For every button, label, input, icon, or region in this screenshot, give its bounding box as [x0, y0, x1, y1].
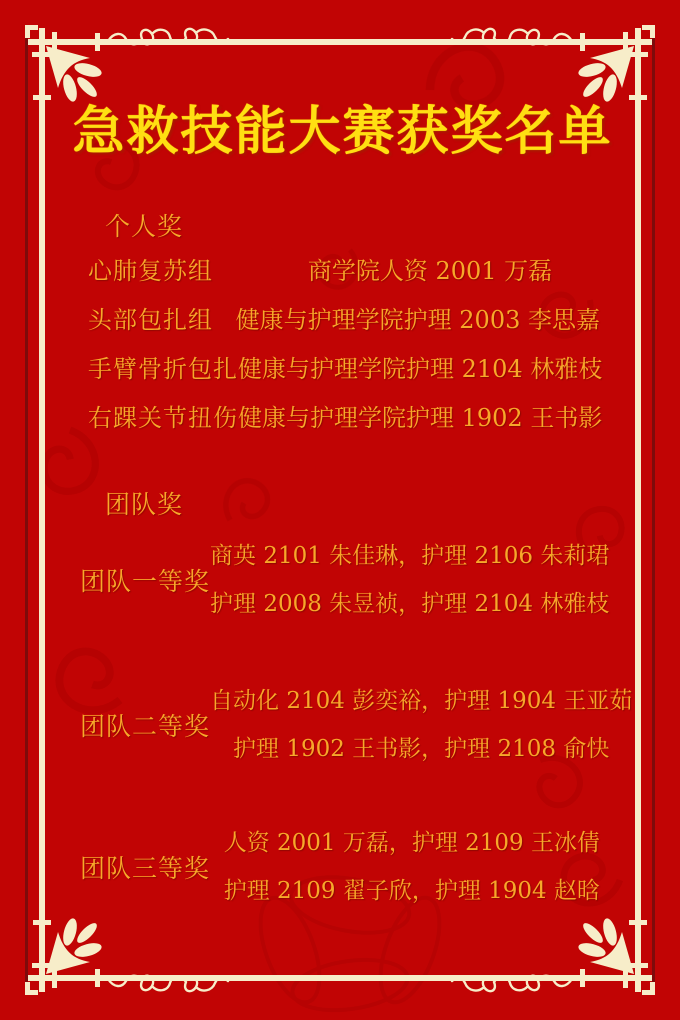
team-award-row — [60, 677, 633, 773]
corner-ornament-icon — [25, 906, 114, 995]
award-winner-text: 健康与护理学院护理 1902 王书影 — [238, 404, 603, 432]
award-category-label: 手臂骨折包扎 — [88, 355, 238, 383]
team-awards-section — [60, 488, 633, 915]
team-award-label: 团队一等奖 — [80, 567, 211, 596]
team-winners-line1: 自动化 2104 彭奕裕，护理 1904 王亚茹 — [210, 688, 633, 714]
section-label-team: 团队奖 — [105, 490, 184, 519]
team-winners — [224, 819, 625, 915]
poster-content — [60, 0, 633, 915]
award-row — [60, 391, 625, 440]
award-row — [60, 342, 625, 391]
award-row — [60, 293, 625, 342]
team-award-row — [60, 532, 625, 628]
team-award-label: 团队二等奖 — [80, 712, 211, 741]
award-category-label: 右踝关节扭伤 — [88, 404, 238, 432]
award-row — [60, 244, 625, 293]
section-label-individual: 个人奖 — [105, 212, 184, 241]
team-award-row — [60, 819, 625, 915]
team-winners-line2: 护理 1902 王书影，护理 2108 俞快 — [233, 736, 610, 762]
award-winner-text: 健康与护理学院护理 2104 林雅枝 — [238, 355, 603, 383]
team-winners-line2: 护理 2109 翟子欣，护理 1904 赵晗 — [223, 878, 600, 904]
team-winners — [210, 532, 634, 628]
corner-ornament-icon — [566, 906, 655, 995]
award-winner-text: 健康与护理学院护理 2003 李思嘉 — [235, 306, 600, 334]
team-award-label: 团队三等奖 — [80, 854, 211, 883]
team-winners-line2: 护理 2008 朱昱祯，护理 2104 林雅枝 — [210, 591, 610, 617]
award-category-label: 头部包扎组 — [88, 306, 213, 334]
team-winners — [210, 677, 657, 773]
award-category-label: 心肺复苏组 — [88, 257, 213, 285]
team-winners-line1: 商英 2101 朱佳琳，护理 2106 朱莉珺 — [210, 543, 610, 569]
individual-awards-section — [60, 210, 625, 440]
award-winner-text: 商学院人资 2001 万磊 — [307, 257, 553, 285]
team-winners-line1: 人资 2001 万磊，护理 2109 王冰倩 — [223, 830, 600, 856]
poster-title: 急救技能大赛获奖名单 — [72, 102, 613, 162]
